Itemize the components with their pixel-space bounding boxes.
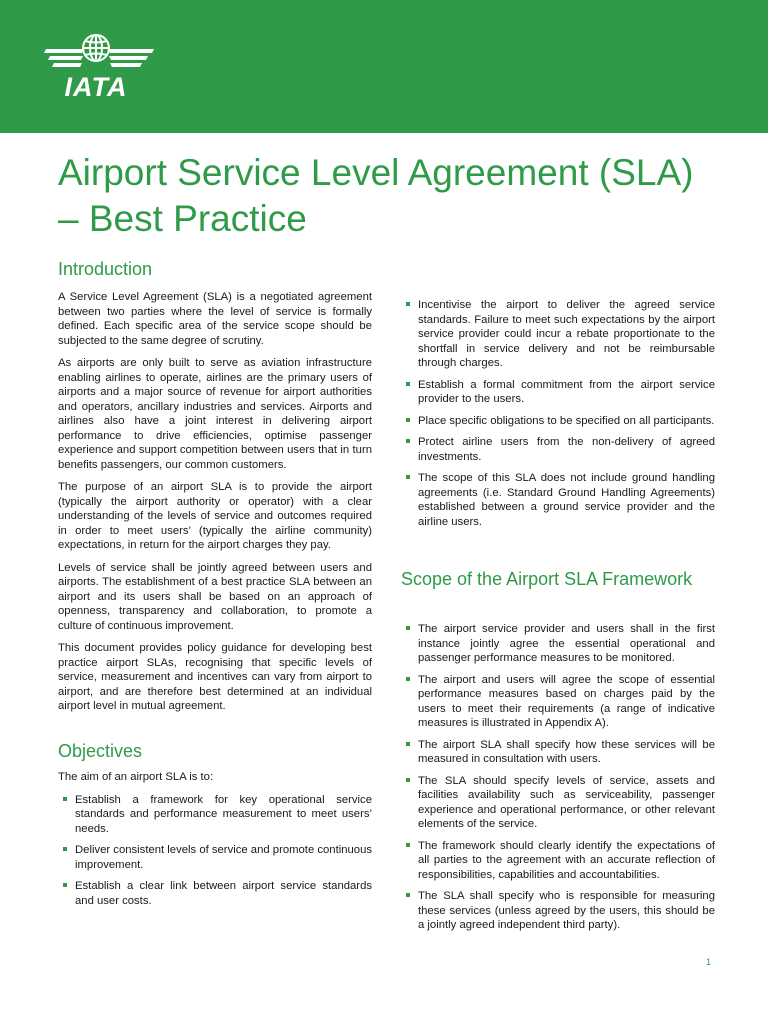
list-item bbox=[58, 843, 372, 872]
list-item bbox=[401, 378, 715, 407]
bullet-icon bbox=[63, 847, 67, 851]
list-item bbox=[401, 471, 715, 529]
list-item-text: Establish a clear link between airport service standards and user costs. bbox=[75, 880, 372, 907]
page-number: 1 bbox=[706, 957, 712, 967]
bullet-icon bbox=[406, 302, 410, 306]
page-title: Airport Service Level Agreement (SLA) – Best Practice bbox=[58, 152, 694, 239]
list-item bbox=[58, 879, 372, 908]
intro-paragraph: Levels of service shall be jointly agreed between users and airports. The establishment of a best practice SLA between an airport and its users shall be based on an approach of openness, transparency and collaboration, to promote a culture of continuous improvement. bbox=[58, 561, 372, 632]
list-item bbox=[401, 738, 715, 767]
intro-paragraph: As airports are only built to serve as aviation infrastructure enabling airlines to operate, airlines are the primary users of airports and a major source of revenue for airport authorities and operators, ancillary industries and services. Airports and airlines also have a joint interest in delivering airport performance to drive efficiencies, optimise passenger experience and support competition between users that in turn benefits passengers, our common customers. bbox=[58, 357, 372, 471]
introduction-heading: Introduction bbox=[58, 259, 153, 279]
list-item-text: Establish a formal commitment from the airport service provider to the users. bbox=[418, 378, 715, 405]
list-item-text: The SLA should specify levels of service, assets and facilities availability such as serviceability, passenger experience and operational performance, or other relevant elements of the service. bbox=[418, 774, 715, 830]
introduction-body bbox=[58, 290, 372, 722]
iata-logo bbox=[44, 32, 156, 102]
globe-wings-icon bbox=[44, 32, 156, 76]
list-item bbox=[401, 298, 715, 371]
list-item bbox=[401, 414, 715, 429]
list-item bbox=[401, 622, 715, 666]
list-item-text: Incentivise the airport to deliver the agreed service standards. Failure to meet such expectations by the airport service provider could incur a rebate proportionate to the shortfall in service delivery and not be reimbursable through charges. bbox=[418, 299, 715, 369]
bullet-icon bbox=[406, 626, 410, 630]
list-item-text: The framework should clearly identify the expectations of all parties to the agreement with an accurate reflection of responsibilities, capabilities and accountabilities. bbox=[418, 839, 715, 881]
bullet-icon bbox=[406, 382, 410, 386]
objectives-body bbox=[58, 770, 372, 915]
bullet-icon bbox=[406, 418, 410, 422]
scope-body bbox=[401, 622, 715, 940]
header-band bbox=[0, 0, 768, 133]
intro-paragraph: A Service Level Agreement (SLA) is a negotiated agreement between two parties where the level of service is formally defined. Each specific area of the service scope should be subjected to the same degree of scrutiny. bbox=[58, 291, 372, 347]
bullet-icon bbox=[406, 778, 410, 782]
list-item bbox=[401, 673, 715, 731]
list-item-text: Place specific obligations to be specified on all participants. bbox=[418, 414, 715, 427]
logo-text: IATA bbox=[64, 72, 128, 102]
list-item-text: Deliver consistent levels of service and promote continuous improvement. bbox=[75, 844, 373, 871]
scope-heading: Scope of the Airport SLA Framework bbox=[401, 569, 693, 589]
bullet-icon bbox=[406, 677, 410, 681]
list-item bbox=[401, 839, 715, 883]
list-item-text: The airport SLA shall specify how these services will be measured in consultation with users. bbox=[418, 738, 715, 765]
objectives-intro: The aim of an airport SLA is to: bbox=[58, 771, 214, 783]
bullet-icon bbox=[63, 797, 67, 801]
bullet-icon bbox=[406, 475, 410, 479]
list-item-text: Establish a framework for key operational service standards and performance measurement to meet users’ needs. bbox=[75, 793, 372, 835]
list-item-text: The airport service provider and users shall in the first instance jointly agree the essential operational and passenger performance measures to be monitored. bbox=[418, 623, 715, 664]
list-item bbox=[401, 774, 715, 832]
right-column-bullets bbox=[401, 298, 715, 536]
list-item bbox=[401, 889, 715, 933]
intro-paragraph: The purpose of an airport SLA is to provide the airport (typically the airport authority or operator) with a clear understanding of the levels of service and outcomes required in order to meet users’ (typically the airline community) expectations, in return for the airport charges they pay. bbox=[58, 481, 372, 551]
objectives-list-continued bbox=[401, 298, 715, 529]
bullet-icon bbox=[406, 439, 410, 443]
list-item-text: The SLA shall specify who is responsible for measuring these services (unless agreed by the users, this should be a jointly agreed independent third party). bbox=[418, 890, 715, 931]
list-item-text: Protect airline users from the non-delivery of agreed investments. bbox=[418, 436, 715, 463]
list-item-text: The airport and users will agree the scope of essential performance measures based on charges paid by the users to meet their requirements (a range of indicative measures is illustrated in Appendix A). bbox=[418, 673, 715, 729]
bullet-icon bbox=[406, 843, 410, 847]
bullet-icon bbox=[406, 893, 410, 897]
intro-paragraph: This document provides policy guidance for developing best practice airport SLAs, recognising that specific levels of service, measurement and incentives can vary from airport to airport, and are therefore best determined at an individual airport level in mutual agreement. bbox=[58, 642, 372, 712]
list-item bbox=[58, 793, 372, 837]
list-item-text: The scope of this SLA does not include ground handling agreements (i.e. Standard Ground Handling Agreements) established between a ground service provider and the airline users. bbox=[418, 472, 715, 528]
bullet-icon bbox=[63, 883, 67, 887]
bullet-icon bbox=[406, 742, 410, 746]
list-item bbox=[401, 435, 715, 464]
objectives-list bbox=[58, 793, 372, 909]
objectives-heading: Objectives bbox=[58, 741, 143, 761]
scope-list bbox=[401, 622, 715, 933]
